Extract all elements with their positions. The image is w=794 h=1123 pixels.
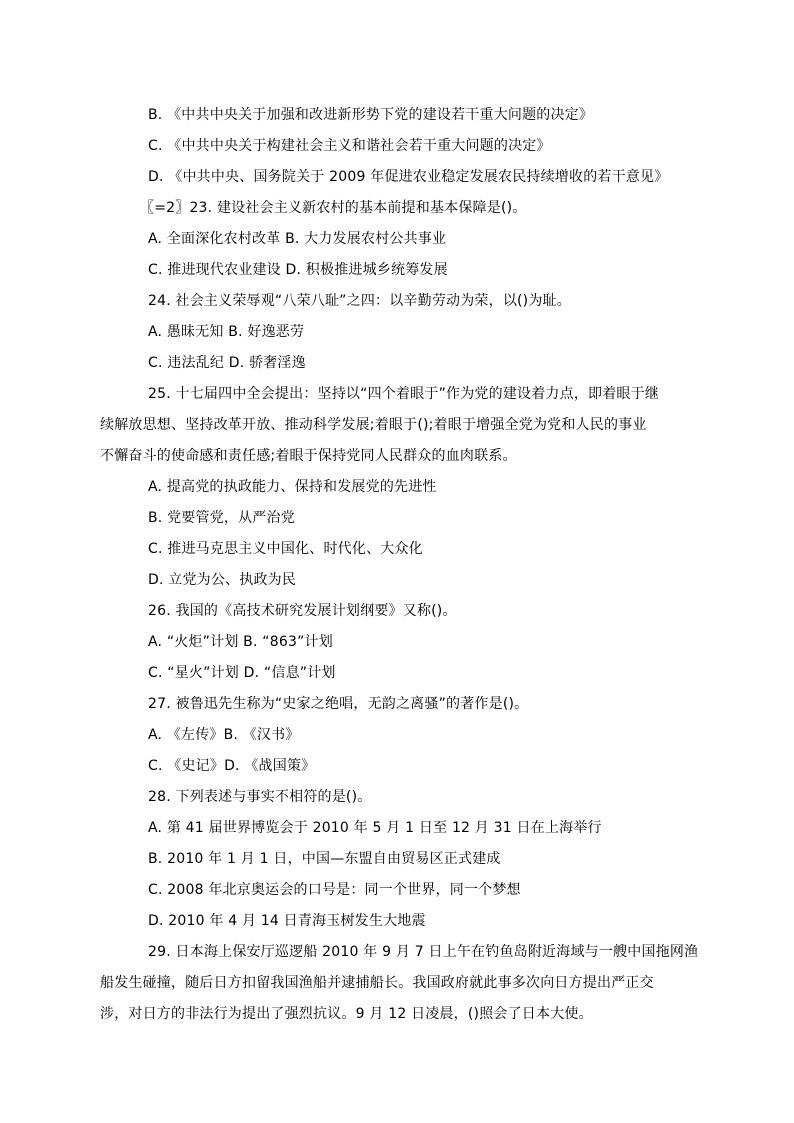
option-25-b: B. 党要管党，从严治党 xyxy=(148,510,295,526)
option-22-d: D. 《中共中央、国务院关于 2009 年促进农业稳定发展农民持续增收的若干意见》 xyxy=(148,169,669,185)
options-27-ab: A. 《左传》B. 《汉书》 xyxy=(148,727,300,743)
option-22-c: C. 《中共中央关于构建社会主义和谐社会若干重大问题的决定》 xyxy=(148,138,551,154)
question-29-line-3: 涉，对日方的非法行为提出了强烈抗议。9 月 12 日凌晨，()照会了日本大使。 xyxy=(100,1006,593,1022)
question-26: 26. 我国的《高技术研究发展计划纲要》又称()。 xyxy=(148,603,457,619)
question-25-line-3: 不懈奋斗的使命感和责任感;着眼于保持党同人民群众的血肉联系。 xyxy=(100,448,517,464)
question-29-line-2: 船发生碰撞，随后日方扣留我国渔船并逮捕船长。我国政府就此事多次向日方提出严正交 xyxy=(100,975,654,991)
options-23-ab: A. 全面深化农村改革 B. 大力发展农村公共事业 xyxy=(148,231,447,247)
document-body xyxy=(100,100,699,1030)
options-24-ab: A. 愚昧无知 B. 好逸恶劳 xyxy=(148,324,305,340)
option-25-d: D. 立党为公、执政为民 xyxy=(148,572,297,588)
question-25-line-2: 续解放思想、坚持改革开放、推动科学发展;着眼于();着眼于增强全党为党和人民的事业 xyxy=(100,417,647,433)
question-25-line-1: 25. 十七届四中全会提出：坚持以“四个着眼于”作为党的建设着力点，即着眼于继 xyxy=(148,386,660,402)
option-28-b: B. 2010 年 1 月 1 日，中国—东盟自由贸易区正式建成 xyxy=(148,851,501,867)
option-22-b: B. 《中共中央关于加强和改进新形势下党的建设若干重大问题的决定》 xyxy=(148,107,594,123)
question-28: 28. 下列表述与事实不相符的是()。 xyxy=(148,789,372,805)
options-24-cd: C. 违法乱纪 D. 骄奢淫逸 xyxy=(148,355,306,371)
options-26-cd: C. “星火”计划 D. “信息”计划 xyxy=(148,665,336,681)
option-25-c: C. 推进马克思主义中国化、时代化、大众化 xyxy=(148,541,423,557)
options-27-cd: C. 《史记》D. 《战国策》 xyxy=(148,758,316,774)
options-23-cd: C. 推进现代农业建设 D. 积极推进城乡统筹发展 xyxy=(148,262,448,278)
question-29-line-1: 29. 日本海上保安厅巡逻船 2010 年 9 月 7 日上午在钓鱼岛附近海域与一艘中国拖网渔 xyxy=(148,944,699,960)
options-26-ab: A. “火炬”计划 B. “863”计划 xyxy=(148,634,333,650)
question-27: 27. 被鲁迅先生称为“史家之绝唱，无韵之离骚”的著作是()。 xyxy=(148,696,529,712)
option-28-d: D. 2010 年 4 月 14 日青海玉树发生大地震 xyxy=(148,913,426,929)
option-28-c: C. 2008 年北京奥运会的口号是：同一个世界，同一个梦想 xyxy=(148,882,521,898)
option-25-a: A. 提高党的执政能力、保持和发展党的先进性 xyxy=(148,479,437,495)
question-23: 〖=2〗23. 建设社会主义新农村的基本前提和基本保障是()。 xyxy=(140,200,527,216)
option-28-a: A. 第 41 届世界博览会于 2010 年 5 月 1 日至 12 月 31 日在上海举行 xyxy=(148,820,602,836)
question-24: 24. 社会主义荣辱观“八荣八耻”之四：以辛勤劳动为荣，以()为耻。 xyxy=(148,293,571,309)
